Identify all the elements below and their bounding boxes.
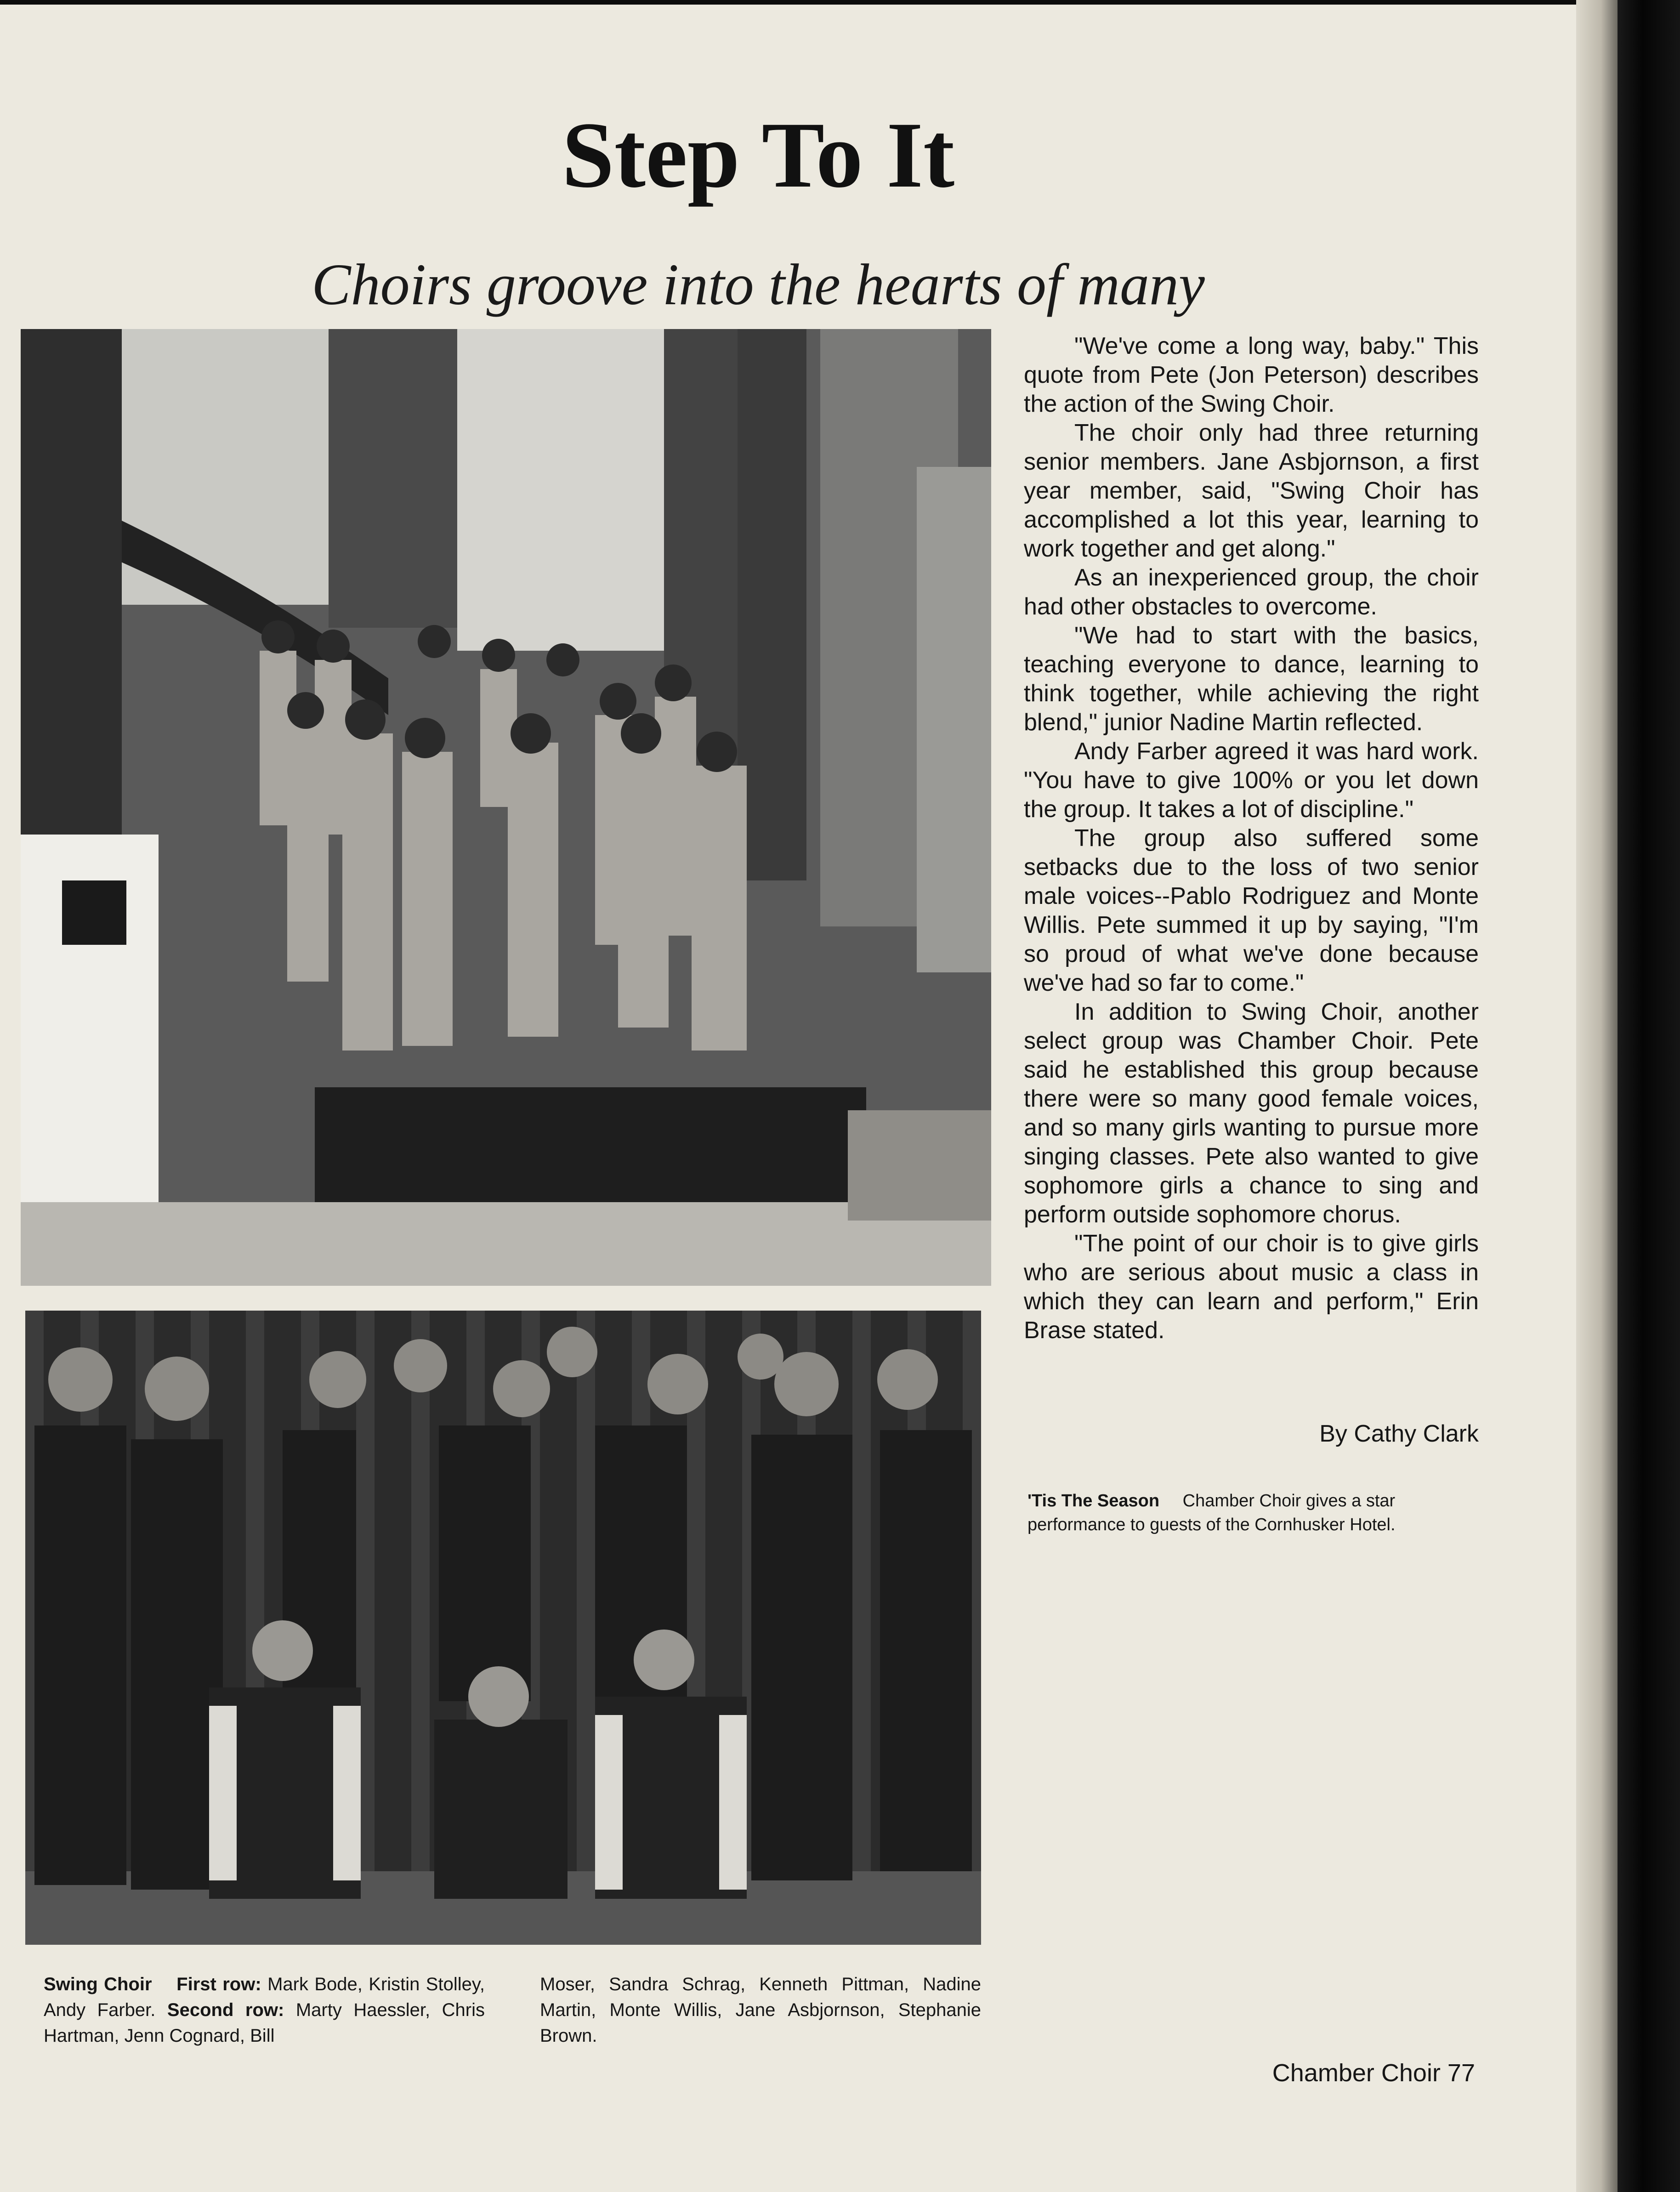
chamber-choir-photo [21, 329, 991, 1286]
second-row-names-part1: Marty Haessler, Chris Hartman, Jenn Cognard, Bill [44, 2000, 485, 2046]
group-caption-label: Swing Choir [44, 1974, 152, 1994]
second-row-label: Second row: [167, 2000, 284, 2020]
article-paragraph: In addition to Swing Choir, another select group was Chamber Choir. Pete said he established this group because there were so many good female voices, and so many girls wanting to pursue more singing classes. Pete also wanted to give sophomore girls a chance to sing and perform outside sophomore chorus. [1024, 999, 1479, 1228]
first-row-label: First row: [176, 1974, 261, 1994]
page-subtitle: Choirs groove into the hearts of many [312, 252, 1205, 317]
chamber-choir-photo-image [21, 329, 991, 1286]
page-title: Step To It [562, 103, 955, 207]
article-paragraph: "We've come a long way, baby." This quote from Pete (Jon Peterson) describes the action of the Swing Choir. [1024, 333, 1479, 417]
article-paragraph: Andy Farber agreed it was hard work. "You have to give 100% or you let down the group. It takes a lot of discipline." [1024, 738, 1479, 823]
article-paragraph: "The point of our choir is to give girls who are serious about music a class in which they can learn and perform," Erin Brase stated. [1024, 1230, 1479, 1344]
first-row-names: Mark Bode, Kristin Stolley, Andy Farber. [44, 1974, 485, 2020]
swing-choir-photo [25, 1311, 981, 1945]
yearbook-page [0, 5, 1608, 2192]
article-paragraph: The group also suffered some setbacks due to the loss of two senior male voices--Pablo Rodriguez and Monte Willis. Pete summed it up by saying, "I'm so proud of what we've done because we've had so far to come." [1024, 825, 1479, 996]
photo-caption [1027, 1489, 1482, 1537]
article-paragraph: The choir only had three returning senior members. Jane Asbjornson, a first year member, said, "Swing Choir has accomplished a lot this year, learning to work together and get along." [1024, 420, 1479, 562]
swing-choir-photo-image [25, 1311, 981, 1945]
article-paragraph: "We had to start with the basics, teaching everyone to dance, learning to think together, while achieving the right blend," junior Nadine Martin reflected. [1024, 622, 1479, 736]
group-caption-right [540, 1971, 981, 2049]
photo-caption-title: 'Tis The Season [1027, 1491, 1160, 1511]
photo-caption-text: Chamber Choir gives a star performance to guests of the Cornhusker Hotel. [1027, 1491, 1396, 1534]
article-body [1024, 332, 1479, 1345]
group-caption-left [44, 1971, 485, 2049]
page-edge [1576, 0, 1618, 2192]
article-paragraph: As an inexperienced group, the choir had other obstacles to overcome. [1024, 564, 1479, 620]
page-footer: Chamber Choir 77 [1272, 2059, 1475, 2087]
byline: By Cathy Clark [1319, 1420, 1479, 1447]
book-binding [1618, 0, 1680, 2192]
second-row-names-part2: Moser, Sandra Schrag, Kenneth Pittman, Nadine Martin, Monte Willis, Jane Asbjornson, Stephanie Brown. [540, 1974, 981, 2046]
